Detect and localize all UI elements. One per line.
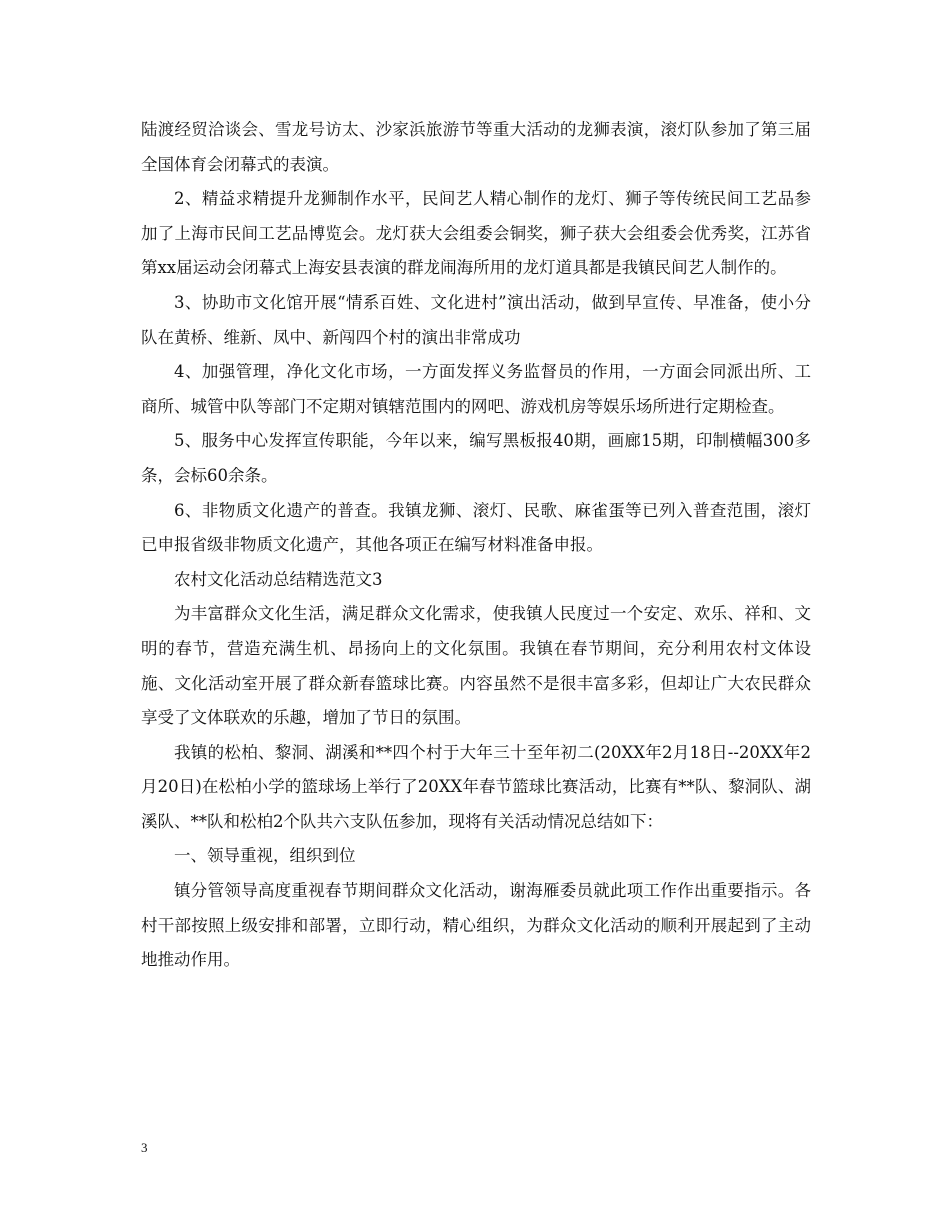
- paragraph-intro: 为丰富群众文化生活，满足群众文化需求，使我镇人民度过一个安定、欢乐、祥和、文明的春节，营造充满生机、昂扬向上的文化氛围。我镇在春节期间，充分利用农村文体设施、文化活动室开展了群众新春篮球比赛。内容虽然不是很丰富多彩，但却让广大农民群众享受了文体联欢的乐趣，增加了节日的氛围。: [141, 604, 811, 728]
- section-heading: 农村文化活动总结精选范文3: [174, 569, 383, 589]
- paragraph-event-summary: 我镇的松柏、黎洞、湖溪和**四个村于大年三十至年初二(20XX年2月18日--20XX年2月20日)在松柏小学的篮球场上举行了20XX年春节篮球比赛活动，比赛有**队、黎洞队、湖溪队、**队和松柏2个队共六支队伍参加，现将有关活动情况总结如下：: [141, 742, 811, 831]
- paragraph-item-3: 3、协助市文化馆开展“情系百姓、文化进村”演出活动，做到早宣传、早准备，使小分队在黄桥、维新、凤中、新闯四个村的演出非常成功: [141, 292, 811, 347]
- page-number: 3: [141, 1140, 148, 1155]
- paragraph-item-2: 2、精益求精提升龙狮制作水平，民间艺人精心制作的龙灯、狮子等传统民间工艺品参加了上海市民间工艺品博览会。龙灯获大会组委会铜奖，狮子获大会组委会优秀奖，江苏省第xx届运动会闭幕式上海安县表演的群龙闹海所用的龙灯道具都是我镇民间艺人制作的。: [141, 189, 811, 278]
- paragraph-leadership: 镇分管领导高度重视春节期间群众文化活动，谢海雁委员就此项工作作出重要指示。各村干部按照上级安排和部署，立即行动，精心组织，为群众文化活动的顺利开展起到了主动地推动作用。: [141, 881, 811, 970]
- document-body: [141, 113, 811, 978]
- paragraph-item-6: 6、非物质文化遗产的普查。我镇龙狮、滚灯、民歌、麻雀蛋等已列入普查范围，滚灯已申报省级非物质文化遗产，其他各项正在编写材料准备申报。: [141, 500, 811, 555]
- paragraph-item-4: 4、加强管理，净化文化市场，一方面发挥义务监督员的作用，一方面会同派出所、工商所、城管中队等部门不定期对镇辖范围内的网吧、游戏机房等娱乐场所进行定期检查。: [141, 362, 811, 416]
- paragraph-continuation: 陆渡经贸洽谈会、雪龙号访太、沙家浜旅游节等重大活动的龙狮表演，滚灯队参加了第三届全国体育会闭幕式的表演。: [141, 120, 811, 174]
- subheading-leadership: 一、领导重视，组织到位: [174, 846, 356, 866]
- paragraph-item-5: 5、服务中心发挥宣传职能，今年以来，编写黑板报40期，画廊15期，印制横幅300多条，会标60余条。: [141, 431, 811, 485]
